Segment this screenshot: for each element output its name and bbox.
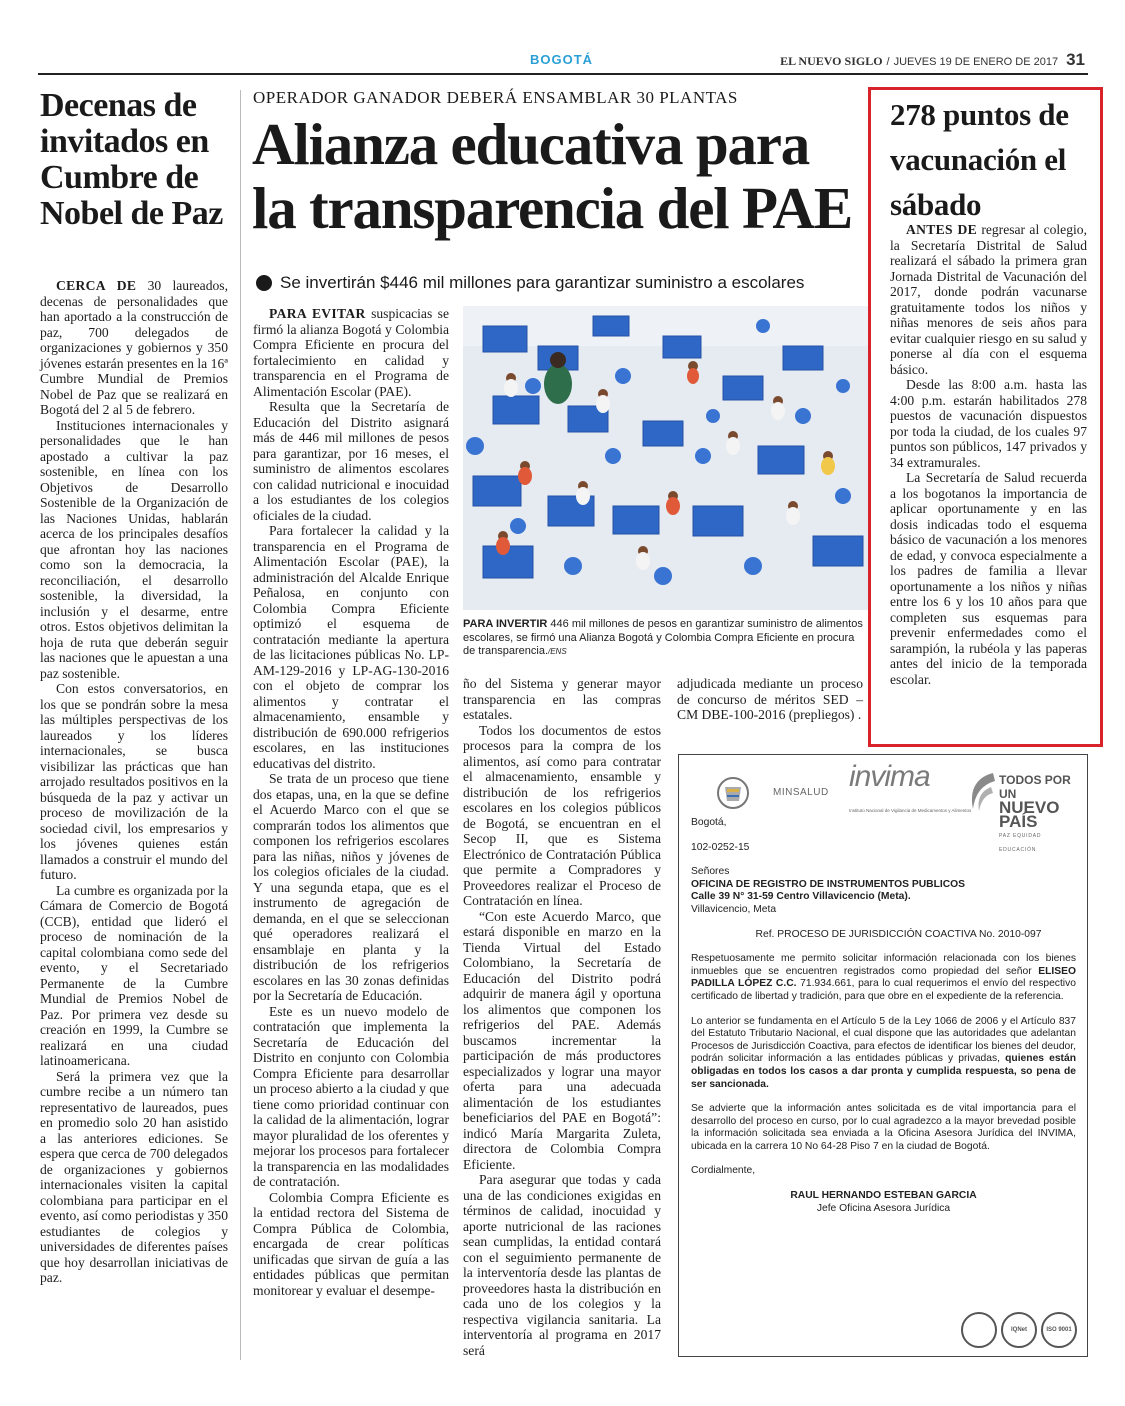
notice-paragraph-2: [691, 1016, 1076, 1092]
main-story-summary: [256, 273, 804, 293]
notice-reference: Ref. PROCESO DE JURISDICCIÓN COACTIVA No. 2010-097: [755, 928, 1042, 940]
notice-paragraph-3: Se advierte que la información antes solicitada es de vital importancia para el desarrollo del proceso en curso, por lo cual agradezco a la mayor brevedad posible la información solicitada sea enviada a la Oficina Asesora Jurídica del INVIMA, ubicada en la carrera 10 No 64-28 Piso 7 en la ciudad de Bogotá.: [691, 1103, 1076, 1152]
sidebar-paragraph: Desde las 8:00 a.m. hasta las 4:00 p.m. estarán habilitados 278 puestos de vacunación dispuestos por toda la ciudad, de los cuales 97 puntos son públicos, 147 privados y 34 extramurales.: [890, 377, 1087, 470]
sidebar-headline: 278 puntos de vacunación el sábado: [890, 97, 1069, 222]
column-divider: [240, 90, 241, 1360]
photo-caption: [463, 618, 868, 659]
notice-closing: Cordialmente,: [691, 1165, 756, 1177]
photo-credit: /ENS: [548, 647, 567, 656]
summary-text: Se invertirán $446 mil millones para garantizar suministro a escolares: [280, 273, 805, 292]
left-story-text: 30 laureados, decenas de personalidades que han aportado a la construcción de paz, 700 delegados de organizaciones y gobiernos y 350 jóvenes estarán presentes en la 16ª Cumbre Mundial de Premios Nobel de Paz que se realizará en Bogotá del 2 al 5 de febrero.: [40, 278, 228, 417]
left-story-paragraph: La cumbre es organizada por la Cámara de Comercio de Bogotá (CCB), entidad que lideró el proceso de nominación de la capital colombiana como sede del evento, y el Secretariado Permanente de la Cumbre Mundial de Premios Nobel de Paz. Por primera vez desde su creación en 1999, la Cumbre se realizará en una ciudad latinoamericana.: [40, 882, 228, 1068]
nuevo-pais-logo-icon: [967, 769, 997, 813]
left-story-lead: CERCA DE: [56, 278, 137, 293]
caption-lead: PARA INVERTIR: [463, 618, 548, 630]
sidebar-paragraph: [890, 222, 1087, 377]
notice-bold-text: quienes están obligadas en todos los casos a dar pronta y cumplida respuesta, so pena de ser sancionada.: [691, 1053, 1076, 1090]
main-story-column-1: [253, 306, 449, 1298]
certification-seal-icon: [961, 1312, 997, 1348]
colombia-coat-of-arms-icon: [713, 773, 753, 813]
sidebar-text: regresar al colegio, la Secretaría Distrital de Salud realizará el sábado la primera gran Jornada Distrital de Vacunación del 2017, donde podrán vacunarse gratuitamente todos los niños y niñas menores de seis años para evitar cualquier riesgo en su salud y ponerse al día con el esquema básico.: [890, 222, 1087, 377]
gov-slogan-line-1: TODOS POR UN: [999, 773, 1071, 801]
notice-signer: RAUL HERNANDO ESTEBAN GARCIA: [790, 1190, 977, 1202]
iso-seal-icon: ISO 9001: [1041, 1312, 1077, 1348]
iqnet-seal-icon: IQNet: [1001, 1312, 1037, 1348]
main-story-paragraph: Resulta que la Secretaría de Educación del Distrito asignará más de 446 mil millones de pesos para garantizar, por 16 meses, el suministro de alimentos escolares con calidad nutricional e inocuidad a los estudiantes de los colegios oficiales de la ciudad.: [253, 399, 449, 523]
gov-slogan-line-2: NUEVO PAÍS: [999, 798, 1060, 831]
left-story-paragraph: Será la primera vez que la cumbre recibe a un número tan representativo de laureados, pues en promedio solo 20 han asistido a las anteriores ediciones. Se espera que cerca de 700 delegados de organizaciones y gobiernos internacionales visiten la capital colombiana para participar en el evento, así como periodistas y 350 estudiantes de colegios y universidades de diferentes países que hoy desarrollan iniciativas de paz.: [40, 1068, 229, 1285]
page-number: 31: [1066, 50, 1085, 69]
certification-seals: [961, 1312, 1077, 1348]
notice-body: [691, 817, 1076, 1215]
masthead: [780, 50, 1085, 70]
main-story-lead: PARA EVITAR: [269, 306, 366, 321]
main-story-paragraph: Para asegurar que todas y cada una de las condiciones exigidas en términos de calidad, inocuidad y aporte nutricional de las raciones sean cumplidas, la entidad contará con el seguimiento permanente de la interventoría desde las plantas de proveedores hasta la distribución en cada uno de los colegios y la respectiva vigilancia sanitaria. La interventoría al programa en 2017 será: [463, 1172, 661, 1358]
main-story-text: suspicacias se firmó la alianza Bogotá y Colombia Compra Eficiente en procura del fortalecimiento en calidad y transparencia en el Programa de Alimentación Escolar (PAE).: [253, 306, 450, 399]
masthead-separator: /: [886, 56, 890, 68]
classroom-photo-illustration: [463, 306, 868, 610]
main-story-column-3: [677, 676, 863, 723]
issue-date: JUEVES 19 DE ENERO DE 2017: [893, 56, 1059, 68]
bullet-icon: [256, 275, 272, 291]
notice-text: Respetuosamente me permito solicitar información relacionada con los bienes inmuebles que se encuentren registrados como propiedad del señor: [691, 953, 1076, 977]
caption-text: 446 mil millones de pesos en garantizar suministro de alimentos escolares, se firmó una Alianza Bogotá y Colombia Compra Eficiente en procura de transparencia.: [463, 618, 863, 657]
classroom-photo: [463, 306, 868, 610]
main-story-headline: Alianza educativa para la transparencia del PAE: [252, 111, 852, 241]
main-story-kicker: OPERADOR GANADOR DEBERÁ ENSAMBLAR 30 PLANTAS: [253, 88, 738, 107]
notice-signer-title: Jefe Oficina Asesora Jurídica: [816, 1202, 951, 1214]
header-rule: [38, 73, 1088, 75]
notice-debtor-name: ELISEO PADILLA LÓPEZ C.C.: [691, 965, 1076, 990]
main-story-paragraph: ño del Sistema y generar mayor transparencia en las compras estatales.: [463, 676, 661, 722]
notice-paragraph-1: [691, 953, 1076, 1003]
minsalud-logo: MINSALUD: [773, 787, 829, 798]
notice-ref-number: 102-0252-15: [691, 841, 750, 853]
invima-logo: invima: [849, 760, 930, 793]
newspaper-name: EL NUEVO SIGLO: [780, 54, 883, 68]
notice-city: Bogotá,: [691, 817, 727, 828]
main-story-paragraph: Este es un nuevo modelo de contratación que implementa la Secretaría de Educación del Distrito en conjunto con Colombia Compra Eficiente para desarrollar un proceso abierto a la ciudad y que tiene como prioridad continuar con la calidad de la alimentación, lograr mayor pluralidad de los oferentes y mejorar los procesos para fortalecer la transparencia en las modalidades de contratación.: [253, 1003, 449, 1189]
notice-text: 71.934.661, para lo cual requerimos el envío del respectivo certificado de libertad y tradición, para que obre en el expediente de la referencia.: [691, 978, 1076, 1002]
main-story-paragraph: Todos los documentos de estos procesos para la compra de los alimentos, así como para contratar el almacenamiento, ensamble y distribución de los refrigerios escolares en los colegios públicos de Bogotá, se encuentran en el Secop II, que es Sistema Electrónico de Contratación Pública que permite a Compradores y Proveedores realizar el Proceso de Contratación en línea.: [463, 722, 661, 908]
main-story-paragraph: Para fortalecer la calidad y la transparencia en el Programa de Alimentación Escolar (PAE), la administración del Alcalde Enrique Peñalosa, en conjunto con Colombia Compra Eficiente optimizó el esquema de contratación mediante la apertura de las licitaciones públicas No. LP-AM-129-2016 y LP-AG-130-2016 con el objeto de comprar los alimentos y contratar el almacenamiento, ensamble y distribución de 690.000 refrigerios escolares, en las instituciones educativas del distrito.: [253, 523, 449, 771]
sidebar-body: [890, 222, 1087, 687]
main-story-paragraph: Colombia Compra Eficiente es la entidad rectora del Sistema de Compra Pública de Colombia, encargada de crear políticas unificadas que sirvan de guía a las entidades públicas que permitan monitorear y evaluar el desempe-: [253, 1189, 449, 1298]
notice-text: Lo anterior se fundamenta en el Artículo 5 de la Ley 1066 de 2006 y el Artículo 837 del Estatuto Tributario Nacional, el cual dispone que las autoridades que adelantan Procesos de Jurisdicción Coactiva, para efectos de identificar los bienes del deudor, podrán solicitar información a las entidades públicas y privadas,: [691, 1015, 1076, 1065]
sidebar-paragraph: La Secretaría de Salud recuerda a los bogotanos la importancia de aplicar oportunamente y en las dosis indicadas todo el esquema básico de vacunación a los menores de edad, y convoca especialmente a los padres de familia a llevar oportunamente a los niños y niñas entre los 6 y los 10 años para que completen sus esquemas para prevenir enfermedades como el sarampión, la rubéola y las paperas antes del inicio de la temporada escolar.: [890, 470, 1087, 687]
main-story-paragraph: Se trata de un proceso que tiene dos etapas, una, en la que se define el Acuerdo Marco con el que se comprarán todos los alimentos que componen los refrigerios escolares para las niñas, niños y jóvenes de los colegios oficiales de la ciudad. Y una segunda etapa, que es el instrumento de agregación de demanda, en el que se seleccionan qué operadores realizará el ensamblaje en planta y la distribución de los refrigerios escolares en las 30 zonas definidas por la Secretaría de Educación.: [253, 771, 449, 1003]
notice-recipient: OFICINA DE REGISTRO DE INSTRUMENTOS PUBLICOS: [691, 878, 966, 890]
main-story-paragraph: “Con este Acuerdo Marco, que estará disponible en marzo en la Tienda Virtual del Estado Colombiano, la Secretaría de Educación del Distrito podrá adquirir de manera ágil y oportuna los alimentos que componen los refrigerios del PAE. Además buscamos incrementar la participación de más productores especializados y lograr una mayor oferta para una adecuada alimentación de los estudiantes beneficiarios del PAE en Bogotá”: indicó María Margarita Zuleta, directora de Colombia Compra Eficiente.: [463, 908, 661, 1172]
notice-location: Villavicencio, Meta: [691, 903, 777, 915]
left-story-paragraph: Instituciones internacionales y personalidades que le han apostado a cultivar la paz sostenible, en línea con los Objetivos de Desarrollo Sostenible de la Organización de las Naciones Unidas, hablarán acerca de los principales desafíos que afrontan hoy las naciones como son la democracia, la reconciliación, el desarrollo sostenible, la diversidad, la inclusión y el desarme, entre otros. Estos objetivos delimitan la hoja de ruta que deberán seguir las naciones que le apuestan a una paz sostenible.: [40, 417, 228, 681]
left-story-paragraph: Con estos conversatorios, en los que se pondrán sobre la mesa las múltiples perspectivas de los laureados y los líderes internacionales, se busca visibilizar las prácticas que han arrojado resultados positivos en la búsqueda de la paz y activar un proceso de movilización de la sociedad civil, los empresarios y los jóvenes quienes están llamados a construir el mundo del futuro.: [40, 681, 228, 882]
legal-notice: [678, 754, 1088, 1357]
main-story-column-2: [463, 676, 661, 1358]
sidebar-lead: ANTES DE: [906, 222, 977, 237]
left-story-paragraph: [40, 278, 228, 418]
left-story-body: [40, 278, 228, 1286]
section-label: BOGOTÁ: [530, 52, 594, 67]
main-story-paragraph: adjudicada mediante un proceso de concurso de méritos SED – CM DBE-100-2016 (prepliegos) .: [677, 676, 863, 722]
invima-subtitle: Instituto Nacional de Vigilancia de Medicamentos y Alimentos: [849, 808, 972, 813]
notice-address: Calle 39 N° 31-59 Centro Villavicencio (Meta).: [691, 891, 911, 903]
gov-slogan-line-3: PAZ EQUIDAD EDUCACIÓN: [999, 833, 1042, 853]
notice-recipient-block: [691, 866, 1076, 916]
left-story-headline: Decenas de invitados en Cumbre de Nobel de Paz: [40, 87, 223, 232]
main-story-paragraph: [253, 306, 449, 399]
notice-salutation: Señores: [691, 866, 730, 878]
